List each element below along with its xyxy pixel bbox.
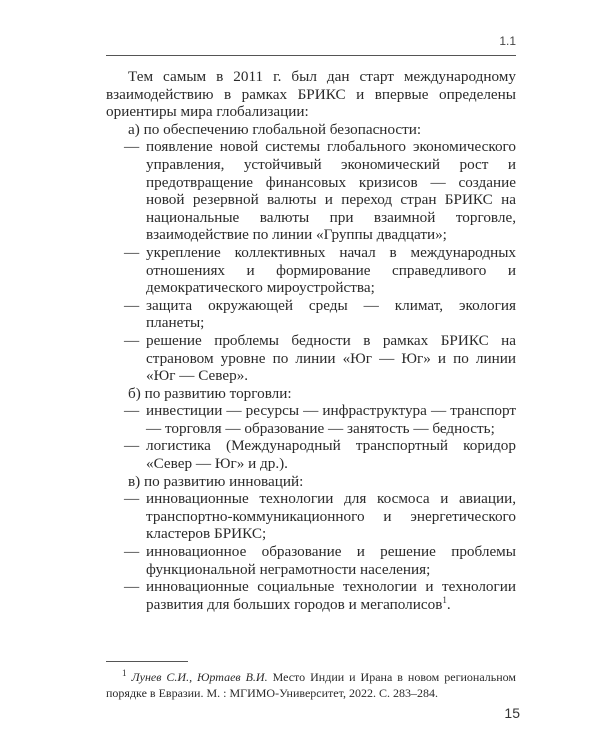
list-item: — инновационные технологии для космоса и авиации, транспортно-коммуникационного и энергетического кластеров БРИКС; <box>124 490 516 543</box>
list-item: — инновационные социальные технологии и технологии развития для больших городов и мегаполисов$^1$. <box>124 578 516 613</box>
section-a-label: а) по обеспечению глобальной безопасности: <box>128 120 422 138</box>
dash-marker: — <box>124 243 140 261</box>
list-item: — инвестиции — ресурсы — инфраструктура — транспорт — торговля — образование — занятость — бедность; <box>124 402 516 437</box>
list-item: — инновационное образование и решение проблемы функциональной неграмотности населения; <box>124 543 516 578</box>
list-item: — укрепление коллективных начал в международных отношениях и формирование справедливого и демократического мироустройства; <box>124 243 516 297</box>
section-b-label: б) по развитию торговли: <box>128 384 292 402</box>
list-item: — защита окружающей среды — климат, экология планеты; <box>124 296 516 332</box>
list-item: — решение проблемы бедности в рамках БРИКС на страновом уровне по линии «Юг — Юг» и по линии «Юг — Север». <box>124 331 516 385</box>
page-number: 15 <box>504 705 520 721</box>
footnote-reference[interactable]: 1 <box>442 594 447 605</box>
dash-marker: — <box>124 331 140 349</box>
section-number: 1.1 <box>499 34 516 48</box>
dash-marker: — <box>124 578 140 596</box>
dash-marker: — <box>124 138 140 156</box>
footnote-authors: Лунев С.И., Юртаев В.И. <box>131 670 268 684</box>
dash-marker: — <box>124 296 140 314</box>
footnote-rule <box>106 661 188 662</box>
page-body <box>106 68 516 613</box>
dash-marker: — <box>124 490 140 508</box>
list-item: — появление новой системы глобального экономического управления, устойчивый экономический рост и предотвращение финансовых кризисов — создание новой резервной валюты и переход стран БРИКС на национальные валюты при взаимной торговле, взаимодействие по линии «Группы двадцати»; <box>124 138 516 244</box>
dash-marker: — <box>124 543 140 561</box>
dash-marker: — <box>124 402 140 420</box>
header-rule <box>106 55 516 56</box>
footnote <box>106 669 516 701</box>
section-c-label: в) по развитию инноваций: <box>128 472 304 490</box>
dash-marker: — <box>124 437 140 455</box>
footnote-text: Место Индии и Ирана в новом региональном порядке в Евразии. М. : МГИМО-Университет, 2022. С. 283–284. <box>106 670 517 700</box>
footnote-marker: 1 <box>122 668 127 678</box>
intro-paragraph: Тем самым в 2011 г. был дан старт международному взаимодействию в рамках БРИКС и впервые определены ориентиры мира глобализации: <box>106 68 516 121</box>
list-item: — логистика (Международный транспортный коридор «Север — Юг» и др.). <box>124 437 516 473</box>
